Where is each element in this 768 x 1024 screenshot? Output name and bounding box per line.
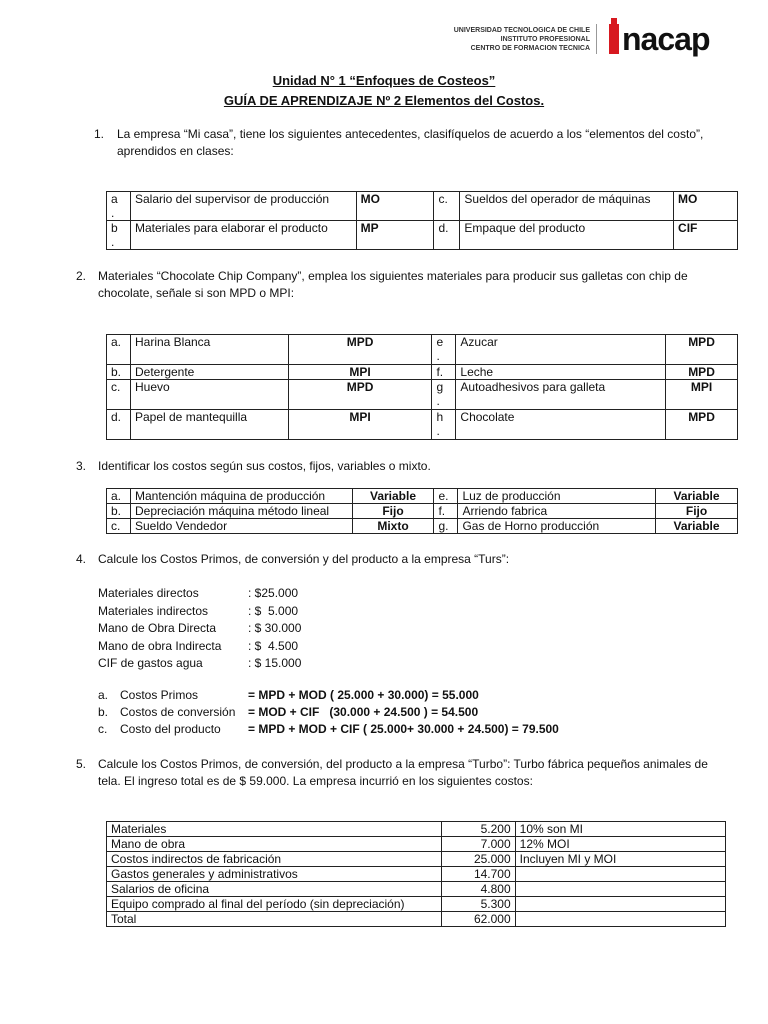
table-row	[107, 867, 726, 882]
item-description: Salario del supervisor de producción	[130, 192, 356, 221]
q4-data-list	[98, 585, 301, 673]
item-value: : $ 15.000	[248, 656, 302, 670]
calc-item	[98, 721, 559, 738]
calc-letter: b.	[98, 705, 109, 719]
item-letter: a.	[107, 489, 131, 504]
calc-label: Costo del producto	[120, 722, 221, 736]
institution-line: CENTRO DE FORMACION TECNICA	[470, 45, 590, 52]
calc-item	[98, 704, 559, 721]
item-label: CIF de gastos agua	[98, 656, 203, 670]
q2-table-body	[107, 335, 738, 440]
cost-amount: 25.000	[441, 852, 515, 867]
item-description: Papel de mantequilla	[130, 410, 288, 440]
item-classification: CIF	[674, 221, 738, 250]
q4-calc-list	[98, 687, 559, 738]
item-value: : $25.000	[248, 586, 299, 600]
item-letter: f.	[434, 504, 458, 519]
list-item	[98, 585, 301, 603]
cost-note	[515, 897, 725, 912]
cost-note: 10% son MI	[515, 822, 725, 837]
question-text: Materiales “Chocolate Chip Company”, emplea los siguientes materiales para producir sus galletas con chip de chocolate, señale si son MPD o MPI:	[98, 269, 688, 300]
calc-item	[98, 687, 559, 704]
item-description: Chocolate	[456, 410, 666, 440]
item-description: Materiales para elaborar el producto	[130, 221, 356, 250]
item-description: Depreciación máquina método lineal	[130, 504, 352, 519]
q5-table-body	[107, 822, 726, 927]
question-number: 4.	[76, 552, 87, 566]
question-text: Calcule los Costos Primos, de conversión y del producto a la empresa “Turs”:	[98, 552, 510, 566]
calc-letter: a.	[98, 688, 109, 702]
question-number: 3.	[76, 459, 87, 473]
item-value: : $ 4.500	[248, 638, 299, 653]
item-description: Huevo	[130, 380, 288, 410]
table-row	[107, 504, 738, 519]
header-divider	[596, 24, 597, 54]
cost-concept: Costos indirectos de fabricación	[107, 852, 442, 867]
cost-note	[515, 867, 725, 882]
item-letter: a .	[107, 192, 131, 221]
item-classification: Fijo	[656, 504, 738, 519]
question-number: 5.	[76, 757, 87, 771]
item-description: Sueldos del operador de máquinas	[460, 192, 674, 221]
table-row	[107, 519, 738, 534]
table-row	[107, 365, 738, 380]
item-classification: MPD	[666, 410, 738, 440]
cost-concept: Mano de obra	[107, 837, 442, 852]
cost-amount: 4.800	[441, 882, 515, 897]
item-label: Mano de obra Indirecta	[98, 638, 222, 653]
question-number: 1.	[94, 127, 105, 141]
q1-table-body	[107, 192, 738, 250]
question-text: Calcule los Costos Primos, de conversión, del producto a la empresa “Turbo”: Turbo fábrica pequeños animales de tela. El ingreso total es de $ 59.000. La empresa incurrió en los siguientes costos:	[98, 757, 708, 788]
q3-table-body	[107, 489, 738, 534]
list-item	[98, 620, 301, 638]
institution-name	[430, 26, 590, 53]
table-row	[107, 822, 726, 837]
institution-line: UNIVERSIDAD TECNOLOGICA DE CHILE	[453, 27, 590, 34]
item-letter: e .	[432, 335, 456, 365]
table-row	[107, 837, 726, 852]
logo-text: nacap	[622, 21, 710, 57]
item-letter: h .	[432, 410, 456, 440]
logo-mark-icon	[609, 24, 619, 54]
table-row	[107, 882, 726, 897]
calc-label: Costos Primos	[120, 688, 199, 702]
cost-note	[515, 912, 725, 927]
item-classification: MP	[356, 221, 434, 250]
item-description: Gas de Horno producción	[458, 519, 656, 534]
item-classification: Mixto	[352, 519, 434, 534]
item-description: Harina Blanca	[130, 335, 288, 365]
item-classification: MO	[356, 192, 434, 221]
institution-line: INSTITUTO PROFESIONAL	[500, 36, 590, 43]
item-description: Sueldo Vendedor	[130, 519, 352, 534]
item-letter: d.	[107, 410, 131, 440]
list-item	[98, 603, 301, 621]
cost-concept: Equipo comprado al final del período (sin depreciación)	[107, 897, 442, 912]
table-row	[107, 912, 726, 927]
table-row	[107, 852, 726, 867]
item-classification: Fijo	[352, 504, 434, 519]
cost-concept: Gastos generales y administrativos	[107, 867, 442, 882]
question-text: La empresa “Mi casa”, tiene los siguientes antecedentes, clasifíquelos de acuerdo a los “elementos del costo”, aprendidos en clases:	[117, 127, 704, 158]
item-description: Detergente	[130, 365, 288, 380]
item-letter: c.	[107, 519, 131, 534]
item-classification: MPI	[288, 365, 432, 380]
item-classification: Variable	[656, 519, 738, 534]
calc-label: Costos de conversión	[120, 705, 236, 719]
inacap-logo	[609, 22, 709, 56]
cost-amount: 14.700	[441, 867, 515, 882]
item-value: : $ 5.000	[248, 603, 299, 618]
cost-concept: Total	[107, 912, 442, 927]
item-description: Arriendo fabrica	[458, 504, 656, 519]
page-title: Unidad N° 1 “Enfoques de Costeos”	[272, 73, 496, 88]
item-description: Azucar	[456, 335, 666, 365]
item-classification: MPD	[288, 335, 432, 365]
cost-concept: Salarios de oficina	[107, 882, 442, 897]
item-classification: MPD	[666, 335, 738, 365]
cost-concept: Materiales	[107, 822, 442, 837]
item-classification: MPI	[288, 410, 432, 440]
calc-formula: = MOD + CIF (30.000 + 24.500 ) = 54.500	[248, 705, 479, 719]
item-letter: b .	[107, 221, 131, 250]
cost-note: 12% MOI	[515, 837, 725, 852]
item-classification: MPD	[666, 365, 738, 380]
cost-note: Incluyen MI y MOI	[515, 852, 725, 867]
item-letter: g .	[432, 380, 456, 410]
item-label: Materiales directos	[98, 586, 199, 600]
cost-amount: 7.000	[441, 837, 515, 852]
item-classification: Variable	[352, 489, 434, 504]
item-classification: MPD	[288, 380, 432, 410]
item-description: Mantención máquina de producción	[130, 489, 352, 504]
item-letter: c.	[107, 380, 131, 410]
item-label: Mano de Obra Directa	[98, 621, 217, 635]
q3-table	[106, 488, 738, 534]
question-text: Identificar los costos según sus costos, fijos, variables o mixto.	[98, 459, 431, 473]
table-row	[107, 489, 738, 504]
item-letter: b.	[107, 504, 131, 519]
q2-table	[106, 334, 738, 440]
calc-formula: = MPD + MOD + CIF ( 25.000+ 30.000 + 24.500) = 79.500	[248, 722, 559, 736]
cost-amount: 5.300	[441, 897, 515, 912]
q5-table	[106, 821, 726, 927]
cost-amount: 62.000	[441, 912, 515, 927]
table-row	[107, 221, 738, 250]
table-row	[107, 380, 738, 410]
item-description: Empaque del producto	[460, 221, 674, 250]
table-row	[107, 192, 738, 221]
item-value: : $ 30.000	[248, 621, 302, 635]
calc-formula: = MPD + MOD ( 25.000 + 30.000) = 55.000	[248, 688, 479, 702]
table-row	[107, 410, 738, 440]
item-label: Materiales indirectos	[98, 603, 209, 618]
item-letter: b.	[107, 365, 131, 380]
list-item	[98, 655, 301, 673]
item-description: Leche	[456, 365, 666, 380]
item-letter: f.	[432, 365, 456, 380]
cost-amount: 5.200	[441, 822, 515, 837]
item-letter: d.	[434, 221, 460, 250]
item-classification: MO	[674, 192, 738, 221]
q1-table	[106, 191, 738, 250]
list-item	[98, 638, 301, 656]
cost-note	[515, 882, 725, 897]
item-letter: g.	[434, 519, 458, 534]
item-description: Luz de producción	[458, 489, 656, 504]
item-letter: e.	[434, 489, 458, 504]
item-description: Autoadhesivos para galleta	[456, 380, 666, 410]
table-row	[107, 897, 726, 912]
item-classification: Variable	[656, 489, 738, 504]
calc-letter: c.	[98, 722, 108, 736]
item-letter: a.	[107, 335, 131, 365]
item-letter: c.	[434, 192, 460, 221]
page-subtitle: GUÍA DE APRENDIZAJE Nº 2 Elementos del Costos.	[223, 93, 545, 108]
question-number: 2.	[76, 269, 87, 283]
table-row	[107, 335, 738, 365]
item-classification: MPI	[666, 380, 738, 410]
